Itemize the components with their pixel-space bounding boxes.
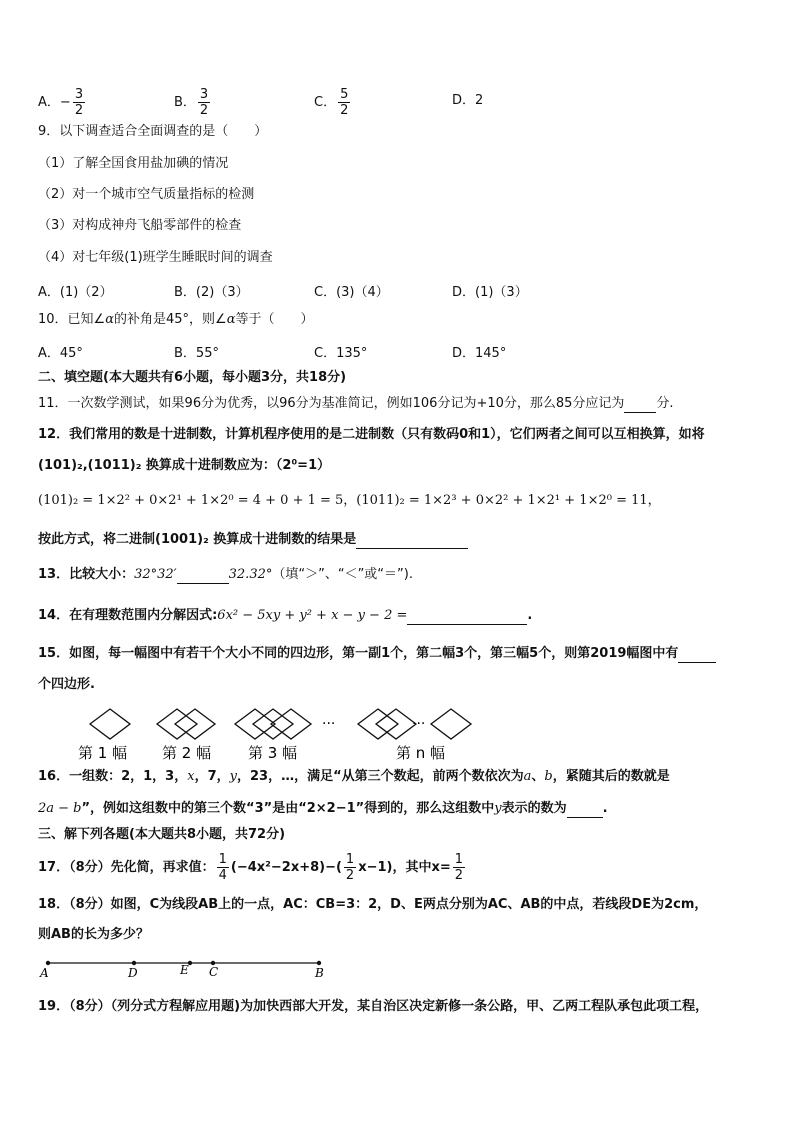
rhombus-1 (90, 709, 130, 739)
q16-line-2: 2a − b”，例如这组数中的第三个数“3”是由“2×2−1”得到的，那么这组数中y表示的数为 . (38, 801, 608, 816)
caption-1: 第 1 幅 (78, 744, 128, 762)
q9-item-1: （1）了解全国食用盐加碘的情况 (38, 156, 229, 171)
rhombus-2b (175, 709, 215, 739)
label-d: D (128, 966, 138, 980)
q12-line-4: 按此方式，将二进制(1001)₂ 换算成十进制数的结果是 (38, 531, 468, 549)
q16-line-1: 16．一组数：2，1，3，x，7，y，23，…，满足“从第三个数起，前两个数依次为a、b，紧随其后的数就是 (38, 769, 670, 784)
option-b: B． $\frac{3}{2}$ (174, 87, 209, 118)
option-a: A．− $\frac{3}{2}$ (38, 87, 84, 118)
option-d: D．2 (452, 93, 484, 108)
q18-line-2: 则AB的长为多少？ (38, 927, 149, 942)
q9-item-4: （4）对七年级(1)班学生睡眠时间的调查 (38, 250, 273, 265)
q9-option-d: D．(1)（3） (452, 285, 528, 300)
q10-option-b: B．55° (174, 346, 219, 361)
section-3-heading: 三、解下列各题(本大题共8小题，共72分) (38, 827, 286, 842)
label-a: A (40, 966, 49, 980)
q18-line-1: 18．（8分）如图，C为线段AB上的一点，AC：CB=3：2，D、E两点分别为AC、AB的中点，若线段DE为2cm， (38, 897, 708, 912)
segment-diagram (36, 954, 336, 984)
point-a (46, 961, 50, 965)
q10-option-a: A．45° (38, 346, 83, 361)
figure-dots-1: ··· (322, 716, 336, 732)
q10-option-c: C．135° (314, 346, 368, 361)
caption-2: 第 2 幅 (162, 744, 212, 762)
rhombus-3b (253, 709, 293, 739)
rhombus-nc (431, 709, 471, 739)
q12-formula: (101)₂ = 1×2² + 0×2¹ + 1×2⁰ = 4 + 0 + 1 = 5，(1011)₂ = 1×2³ + 0×2² + 1×2¹ + 1×2⁰ = 11， (38, 493, 661, 508)
rhombus-figure (60, 704, 480, 766)
q9-option-a: A．(1)（2） (38, 285, 113, 300)
q13: 13．比较大小：32°32′ 32.32°（填“＞”、“＜”或“＝”). (38, 567, 413, 582)
rhombus-2a (157, 709, 197, 739)
rhombus-3a (235, 709, 275, 739)
point-d (132, 961, 136, 965)
q9-option-b: B．(2)（3） (174, 285, 249, 300)
label-e: E (180, 963, 189, 977)
rhombus-nb (376, 709, 416, 739)
q9-option-c: C．(3)（4） (314, 285, 389, 300)
option-c: C． $\frac{5}{2}$ (314, 87, 349, 118)
point-b (317, 961, 321, 965)
label-c: C (209, 965, 219, 979)
q10-stem: 10．已知∠α的补角是45°，则∠α等于（ ） (38, 312, 314, 327)
q9-item-2: （2）对一个城市空气质量指标的检测 (38, 187, 255, 202)
q12-line-2: (101)₂,(1011)₂ 换算成十进制数应为：（2⁰=1） (38, 458, 331, 473)
figure-dots-2: ··· (412, 716, 426, 732)
section-2-heading: 二、填空题(本大题共有6小题，每小题3分，共18分) (38, 370, 347, 385)
caption-3: 第 3 幅 (248, 744, 298, 762)
caption-n: 第 n 幅 (396, 744, 446, 762)
q14: 14．在有理数范围内分解因式:6x² − 5xy + y² + x − y − 2 = . (38, 608, 533, 623)
q15-line-2: 个四边形. (38, 677, 95, 692)
q11: 11．一次数学测试，如果96分为优秀，以96分为基准简记，例如106分记为+10分，那么85分应记为 分. (38, 396, 674, 411)
q19: 19．（8分）（列分式方程解应用题)为加快西部大开发，某自治区决定新修一条公路，甲、乙两工程队承包此项工程， (38, 999, 709, 1014)
rhombus-na (358, 709, 398, 739)
q10-option-d: D．145° (452, 346, 507, 361)
q9-item-3: （3）对构成神舟飞船零部件的检查 (38, 218, 242, 233)
label-b: B (315, 966, 324, 980)
q12-line-1: 12．我们常用的数是十进制数，计算机程序使用的是二进制数（只有数码0和1），它们两者之间可以互相换算，如将 (38, 427, 705, 442)
rhombus-3c (271, 709, 311, 739)
q9-stem: 9．以下调查适合全面调查的是（ ） (38, 124, 268, 139)
q17: 17．（8分）先化简，再求值： $\frac{1}{4}$ (−4x²−2x+8)−( $\frac{1}{2}$ x−1)，其中x= $\frac{1}{2}$ (38, 852, 464, 883)
q15-line-1: 15．如图，每一幅图中有若干个大小不同的四边形，第一副1个，第二幅3个，第三幅5个，则第2019幅图中有 (38, 645, 716, 663)
